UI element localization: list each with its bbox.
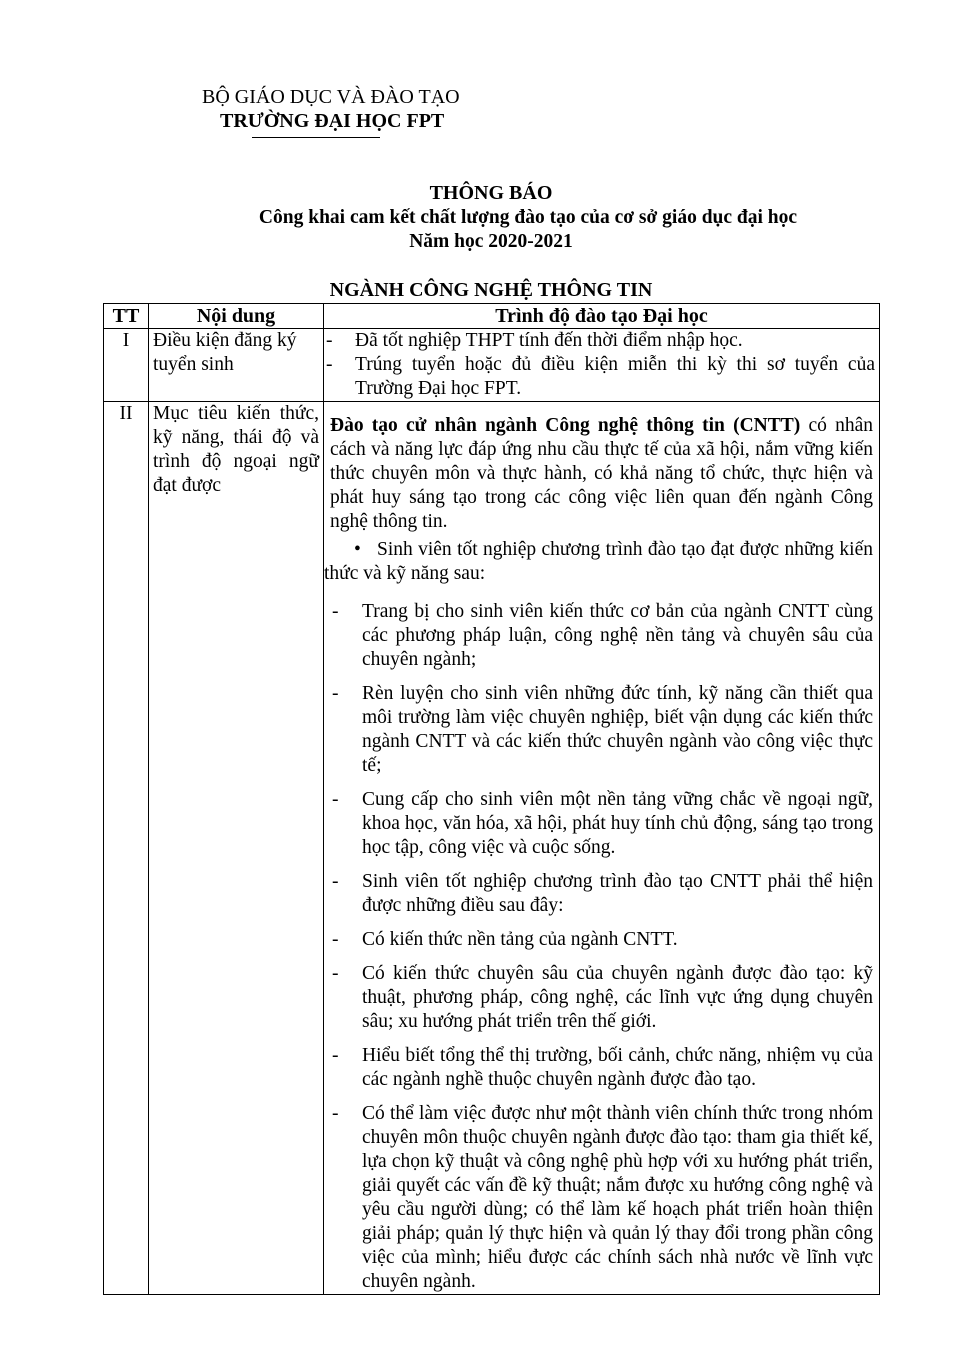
commitment-table [103,303,880,1295]
table-row [104,402,880,1295]
list-item: - Có thể làm việc được như một thành viên chính thức trong nhóm chuyên môn thuộc chuyên ngành được đào tạo: tham gia thiết kế, lựa chọn kỹ thuật và công nghệ phù hợp với xu hướng phát triển, giải quyết các vấn đề kỹ thuật; nắm được xu hướng công nghệ và yêu cầu người dùng; có thể làm kế hoạch phát triển hoàn thiện giải pháp; quản lý thực hiện và quản lý thay đổi trong phần công việc của mình; hiểu được các chính sách nhà nước về lĩnh vực chuyên ngành. [332,1103,873,1292]
ministry-name: BỘ GIÁO DỤC VÀ ĐÀO TẠO [202,86,460,108]
table-header-row [104,304,880,329]
university-name: TRƯỜNG ĐẠI HỌC FPT [220,110,445,132]
list-item: - Cung cấp cho sinh viên một nền tảng vững chắc về ngoại ngữ, khoa học, văn hóa, xã hội, phát huy tính chủ động, sáng tạo trong học tập, công việc và cuộc sống. [332,789,873,858]
list-item: - Có kiến thức nền tảng của ngành CNTT. [332,929,678,950]
header-content: Nội dung [149,304,324,329]
header-level: Trình độ đào tạo Đại học [324,304,880,329]
list-item: - Có kiến thức chuyên sâu của chuyên ngành được đào tạo: kỹ thuật, phương pháp, công nghệ, các lĩnh vực ứng dụng chuyên sâu; xu hướng phát triển trên thế giới. [332,963,873,1032]
list-item: Trúng tuyển hoặc đủ điều kiện miễn thi kỳ thi sơ tuyển của Trường Đại học FPT. [355,354,875,399]
row-number: I [104,329,149,402]
header-underline [252,137,380,138]
major-heading: NGÀNH CÔNG NGHỆ THÔNG TIN [329,279,653,301]
intro-paragraph: Đào tạo cử nhân ngành Công nghệ thông tin (CNTT) có nhân cách và năng lực đáp ứng nhu cầu thực tế của xã hội, nắm vững kiến thức chuyên môn và thực hành, có khả năng tổ chức, thực hiện và phát huy sáng tạo trong các công việc liên quan đến ngành Công nghệ thông tin. [330,415,873,532]
header-tt: TT [104,304,149,329]
document-title: THÔNG BÁO [429,182,553,204]
list-item: - Hiểu biết tổng thể thị trường, bối cảnh, chức năng, nhiệm vụ của các ngành nghề thuộc chuyên ngành được đào tạo. [332,1045,873,1090]
row-number: II [104,402,149,1295]
academic-year: Năm học 2020-2021 [409,231,573,252]
list-item: - Rèn luyện cho sinh viên những đức tính, kỹ năng cần thiết qua môi trường làm việc chuyên nghiệp, biết vận dụng các kiến thức ngành CNTT và các kiến thức chuyên ngành vào công việc thực tế; [332,683,873,776]
bullet-paragraph: • Sinh viên tốt nghiệp chương trình đào tạo đạt được những kiến thức và kỹ năng sau: [324,539,873,584]
document-subtitle: Công khai cam kết chất lượng đào tạo của cơ sở giáo dục đại học [258,207,798,228]
list-item: - Sinh viên tốt nghiệp chương trình đào tạo CNTT phải thể hiện được những điều sau đây: [332,871,873,916]
row-label: Mục tiêu kiến thức, kỹ năng, thái độ và trình độ ngoại ngữ đạt được [149,402,324,1295]
table-row: I Điều kiện đăng ký tuyển sinh - Đã tốt nghiệp THPT tính đến thời điểm nhập học. - Trúng tuyển hoặc đủ điều kiện miễn thi kỳ thi sơ tuyển của Trường Đại học FPT. [104,329,880,402]
row-label: Điều kiện đăng ký tuyển sinh [149,329,324,402]
list-item: - Trang bị cho sinh viên kiến thức cơ bản của ngành CNTT cùng các phương pháp luận, công nghệ nền tảng và chuyên sâu của chuyên ngành; [332,601,873,670]
list-item: Đã tốt nghiệp THPT tính đến thời điểm nhập học. [355,330,743,351]
